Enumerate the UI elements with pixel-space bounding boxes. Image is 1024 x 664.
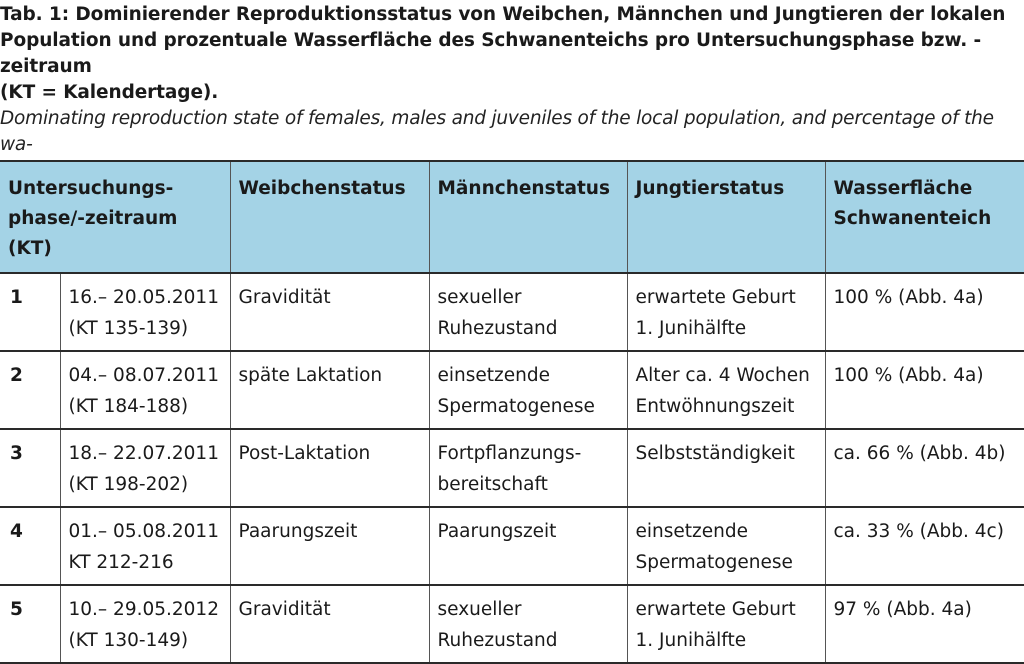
caption-title-line: Tab. 1: Dominierender Reproduktionsstatus von Weibchen, Männchen und Jungtieren der lokalen bbox=[0, 4, 1006, 25]
cell-period-line: 16.– 20.05.2011 bbox=[68, 287, 219, 308]
cell-water bbox=[825, 507, 1024, 585]
caption-subtitle-line: Dominating reproduction state of females, males and juveniles of the local population, and percentage of the wa- bbox=[0, 108, 994, 155]
cell-juvenile bbox=[627, 273, 825, 351]
cell-male bbox=[429, 351, 627, 429]
cell-male bbox=[429, 429, 627, 507]
cell-water bbox=[825, 273, 1024, 351]
cell-male-line: sexueller bbox=[437, 287, 522, 308]
header-row bbox=[0, 161, 1024, 273]
caption-title-line: Population und prozentuale Wasserfläche des Schwanenteichs pro Untersuchungsphase bzw. -zeitraum bbox=[0, 30, 982, 77]
reproduction-status-table bbox=[0, 160, 1024, 664]
cell-phase: 2 bbox=[0, 351, 60, 429]
table-row bbox=[0, 429, 1024, 507]
cell-male-line: Spermatogenese bbox=[437, 396, 595, 417]
cell-male-line: bereitschaft bbox=[437, 474, 548, 495]
cell-water bbox=[825, 429, 1024, 507]
table-row bbox=[0, 351, 1024, 429]
header-water-line: Wasserfläche bbox=[833, 178, 973, 199]
cell-female-line: Gravidität bbox=[238, 599, 331, 620]
cell-water-line: ca. 33 % (Abb. 4c) bbox=[833, 521, 1004, 542]
cell-male-line: Ruhezustand bbox=[437, 318, 558, 339]
table-caption bbox=[0, 0, 1024, 184]
cell-female-line: Paarungszeit bbox=[238, 521, 358, 542]
cell-male-line: Fortpflanzungs- bbox=[437, 443, 582, 464]
cell-water bbox=[825, 585, 1024, 663]
cell-phase: 4 bbox=[0, 507, 60, 585]
table-row bbox=[0, 507, 1024, 585]
table-body bbox=[0, 273, 1024, 663]
cell-juvenile-line: erwartete Geburt bbox=[635, 599, 796, 620]
cell-male bbox=[429, 585, 627, 663]
cell-juvenile bbox=[627, 585, 825, 663]
cell-water-line: 100 % (Abb. 4a) bbox=[833, 365, 984, 386]
cell-period-line: (KT 130-149) bbox=[68, 630, 189, 651]
cell-female bbox=[230, 585, 429, 663]
cell-period-line: (KT 198-202) bbox=[68, 474, 189, 495]
header-phase bbox=[0, 161, 230, 273]
cell-male-line: Ruhezustand bbox=[437, 630, 558, 651]
cell-female-line: Post-Laktation bbox=[238, 443, 371, 464]
header-phase-line: phase/-zeitraum (KT) bbox=[8, 208, 178, 259]
cell-water-line: 100 % (Abb. 4a) bbox=[833, 287, 984, 308]
table-header bbox=[0, 161, 1024, 273]
header-phase-line: Untersuchungs- bbox=[8, 178, 174, 199]
header-female-line: Weibchenstatus bbox=[238, 178, 406, 199]
cell-juvenile-line: Entwöhnungszeit bbox=[635, 396, 795, 417]
cell-juvenile-line: Selbstständigkeit bbox=[635, 443, 795, 464]
cell-period bbox=[60, 507, 230, 585]
cell-female bbox=[230, 429, 429, 507]
cell-juvenile bbox=[627, 351, 825, 429]
caption-title-line: (KT = Kalendertage). bbox=[0, 82, 219, 103]
header-juvenile bbox=[627, 161, 825, 273]
cell-period bbox=[60, 585, 230, 663]
cell-period-line: (KT 184-188) bbox=[68, 396, 189, 417]
cell-female-line: späte Laktation bbox=[238, 365, 383, 386]
cell-period-line: 10.– 29.05.2012 bbox=[68, 599, 219, 620]
cell-phase: 1 bbox=[0, 273, 60, 351]
cell-period-line: (KT 135-139) bbox=[68, 318, 189, 339]
cell-female-line: Gravidität bbox=[238, 287, 331, 308]
header-female bbox=[230, 161, 429, 273]
header-water-line: Schwanenteich bbox=[833, 208, 992, 229]
table-row bbox=[0, 273, 1024, 351]
cell-juvenile-line: Alter ca. 4 Wochen bbox=[635, 365, 810, 386]
cell-juvenile-line: erwartete Geburt bbox=[635, 287, 796, 308]
header-juvenile-line: Jungtierstatus bbox=[635, 178, 785, 199]
cell-period-line: 18.– 22.07.2011 bbox=[68, 443, 219, 464]
cell-period-line: KT 212-216 bbox=[68, 552, 174, 573]
cell-female bbox=[230, 351, 429, 429]
cell-water-line: 97 % (Abb. 4a) bbox=[833, 599, 972, 620]
cell-female bbox=[230, 507, 429, 585]
table-row bbox=[0, 585, 1024, 663]
cell-juvenile-line: Spermatogenese bbox=[635, 552, 793, 573]
cell-water bbox=[825, 351, 1024, 429]
cell-juvenile bbox=[627, 429, 825, 507]
caption-title bbox=[0, 2, 1024, 106]
cell-juvenile-line: einsetzende bbox=[635, 521, 748, 542]
cell-period-line: 04.– 08.07.2011 bbox=[68, 365, 219, 386]
cell-male-line: sexueller bbox=[437, 599, 522, 620]
cell-male bbox=[429, 507, 627, 585]
cell-female bbox=[230, 273, 429, 351]
cell-male-line: einsetzende bbox=[437, 365, 550, 386]
cell-male-line: Paarungszeit bbox=[437, 521, 557, 542]
cell-juvenile bbox=[627, 507, 825, 585]
cell-water-line: ca. 66 % (Abb. 4b) bbox=[833, 443, 1006, 464]
cell-period bbox=[60, 273, 230, 351]
header-water bbox=[825, 161, 1024, 273]
cell-phase: 3 bbox=[0, 429, 60, 507]
header-male bbox=[429, 161, 627, 273]
cell-juvenile-line: 1. Junihälfte bbox=[635, 630, 747, 651]
cell-period bbox=[60, 429, 230, 507]
header-male-line: Männchenstatus bbox=[437, 178, 610, 199]
cell-period-line: 01.– 05.08.2011 bbox=[68, 521, 219, 542]
cell-juvenile-line: 1. Junihälfte bbox=[635, 318, 747, 339]
cell-phase: 5 bbox=[0, 585, 60, 663]
cell-period bbox=[60, 351, 230, 429]
cell-male bbox=[429, 273, 627, 351]
